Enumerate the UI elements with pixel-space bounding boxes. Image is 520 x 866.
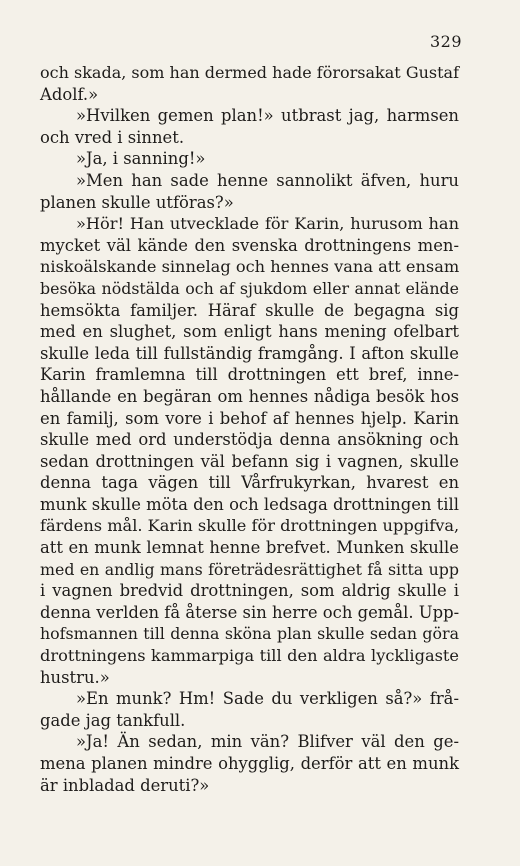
text-line: »Ja! Än sedan, min vän? Blifver väl den ge- (76, 732, 459, 752)
text-line: med en slughet, som enligt hans mening ofelbart (40, 322, 459, 342)
text-line: sedan drottningen väl befann sig i vagnen, skulle (40, 451, 459, 471)
text-line: »Men han sade henne sannolikt äfven, huru (76, 170, 459, 190)
text-line: mena planen mindre ohygglig, derför att en munk (40, 754, 459, 773)
text-line: är inbladad deruti?» (40, 775, 210, 795)
text-line: och skada, som han dermed hade förorsakat Gustaf (40, 63, 459, 82)
text-line: hemsökta familjer. Häraf skulle de begagna sig (40, 300, 459, 320)
text-line: gade jag tankfull. (40, 710, 186, 730)
text-line: denna verlden få återse sin herre och gemål. Upp- (40, 602, 460, 622)
text-line: skulle med ord understödja denna ansökning och (40, 430, 459, 450)
text-line: planen skulle utföras?» (40, 192, 234, 212)
text-line: en familj, som vore i behof af hennes hjelp. Karin (40, 408, 459, 428)
text-line: niskoälskande sinnelag och hennes vana att ensam (40, 257, 460, 277)
text-line: munk skulle möta den och ledsaga drottningen till (40, 494, 459, 514)
text-line: och vred i sinnet. (40, 127, 185, 147)
body-text (40, 62, 459, 796)
text-line: hofsmannen till denna sköna plan skulle sedan göra (40, 624, 459, 644)
text-line: mycket väl kände den svenska drottningens men- (40, 235, 459, 255)
text-line: Karin framlemna till drottningen ett bref, inne- (40, 365, 459, 385)
text-line: »Hvilken gemen plan!» utbrast jag, harmsen (76, 106, 459, 126)
text-line: besöka nödstälda och af sjukdom eller annat elände (40, 278, 459, 298)
text-line: att en munk lemnat henne brefvet. Munken skulle (40, 538, 459, 558)
page-number: 329 (429, 32, 462, 51)
text-line: Adolf.» (40, 84, 99, 104)
text-line: »En munk? Hm! Sade du verkligen så?» frå- (76, 689, 459, 709)
text-line: med en andlig mans företrädesrättighet få sitta upp (40, 559, 459, 579)
text-line: skulle leda till fullständig framgång. I afton skulle (40, 343, 459, 363)
text-line: hustru.» (40, 667, 110, 687)
text-line: i vagnen bredvid drottningen, som aldrig skulle i (40, 581, 459, 601)
text-line: denna taga vägen till Vårfrukyrkan, hvarest en (40, 473, 459, 493)
text-line: »Ja, i sanning!» (76, 149, 206, 169)
text-line: drottningens kammarpiga till den aldra lyckligaste (40, 646, 459, 666)
text-line: »Hör! Han utvecklade för Karin, hurusom han (76, 214, 459, 234)
text-line: hållande en begäran om hennes nådiga besök hos (40, 386, 459, 406)
text-line: färdens mål. Karin skulle för drottningen uppgifva, (40, 516, 460, 536)
